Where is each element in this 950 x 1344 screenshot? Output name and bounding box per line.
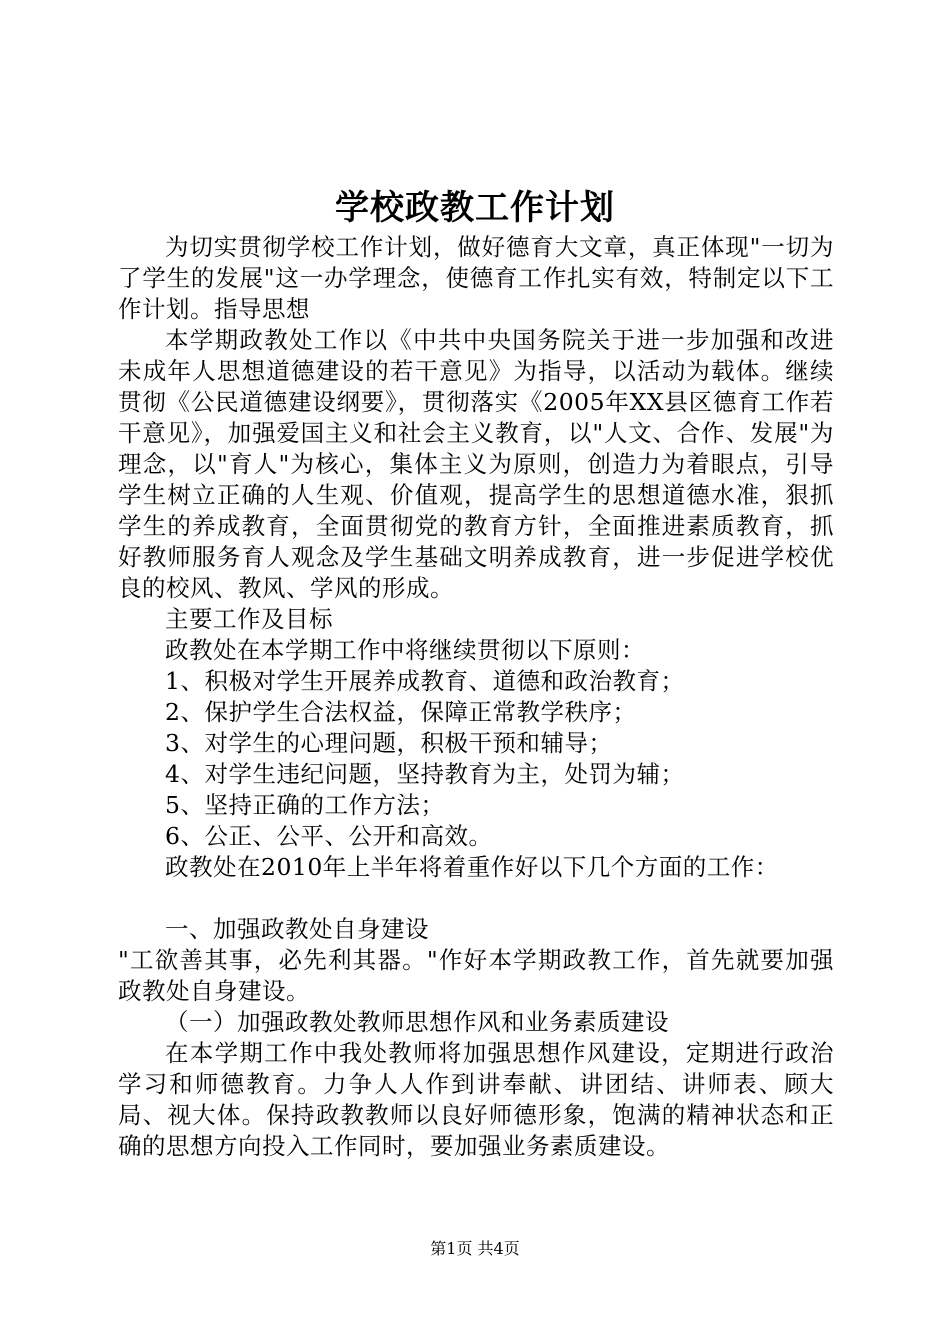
document-body xyxy=(118,232,834,1162)
blank-line xyxy=(118,883,834,914)
paragraph-principles-intro: 政教处在本学期工作中将继续贯彻以下原则： xyxy=(165,636,645,664)
principle-item-2: 2、保护学生合法权益，保障正常教学秩序； xyxy=(165,698,637,726)
heading-main-work: 主要工作及目标 xyxy=(165,605,333,633)
paragraph-subsection-1: 在本学期工作中我处教师将加强思想作风建设，定期进行政治学习和师德教育。力争人人作到讲奉献、讲团结、讲师表、顾大局、视大体。保持政教教师以良好师德形象，饱满的精神状态和正确的思想方向投入工作同时，要加强业务素质建设。 xyxy=(118,1039,834,1160)
paragraph-section-1-quote: "工欲善其事，必先利其器。"作好本学期政教工作，首先就要加强政教处自身建设。 xyxy=(118,946,834,1005)
paragraph-focus-areas: 政教处在2010年上半年将着重作好以下几个方面的工作： xyxy=(165,853,779,881)
document-title: 学校政教工作计划 xyxy=(335,188,615,228)
principle-item-1: 1、积极对学生开展养成教育、道德和政治教育； xyxy=(165,667,685,695)
principle-item-5: 5、坚持正确的工作方法； xyxy=(165,791,445,819)
paragraph-intro: 为切实贯彻学校工作计划，做好德育大文章，真正体现"一切为了学生的发展"这一办学理念，使德育工作扎实有效，特制定以下工作计划。指导思想 xyxy=(118,233,834,323)
paragraph-guiding-ideology: 本学期政教处工作以《中共中央国务院关于进一步加强和改进未成年人思想道德建设的若干意见》为指导，以活动为载体。继续贯彻《公民道德建设纲要》，贯彻落实《2005年XX县区德育工作若干意见》，加强爱国主义和社会主义教育，以"人文、合作、发展"为理念，以"育人"为核心，集体主义为原则，创造力为着眼点，引导学生树立正确的人生观、价值观，提高学生的思想道德水准，狠抓学生的养成教育，全面贯彻党的教育方针，全面推进素质教育，抓好教师服务育人观念及学生基础文明养成教育，进一步促进学校优良的校风、教风、学风的形成。 xyxy=(118,326,834,602)
principle-item-6: 6、公正、公平、公开和高效。 xyxy=(165,822,493,850)
page-footer: 第1页 共4页 xyxy=(430,1239,520,1258)
heading-section-1: 一、加强政教处自身建设 xyxy=(165,915,429,943)
heading-subsection-1: （一）加强政教处教师思想作风和业务素质建设 xyxy=(165,1008,669,1036)
principle-item-3: 3、对学生的心理问题，积极干预和辅导； xyxy=(165,729,613,757)
principle-item-4: 4、对学生违纪问题，坚持教育为主，处罚为辅； xyxy=(165,760,685,788)
